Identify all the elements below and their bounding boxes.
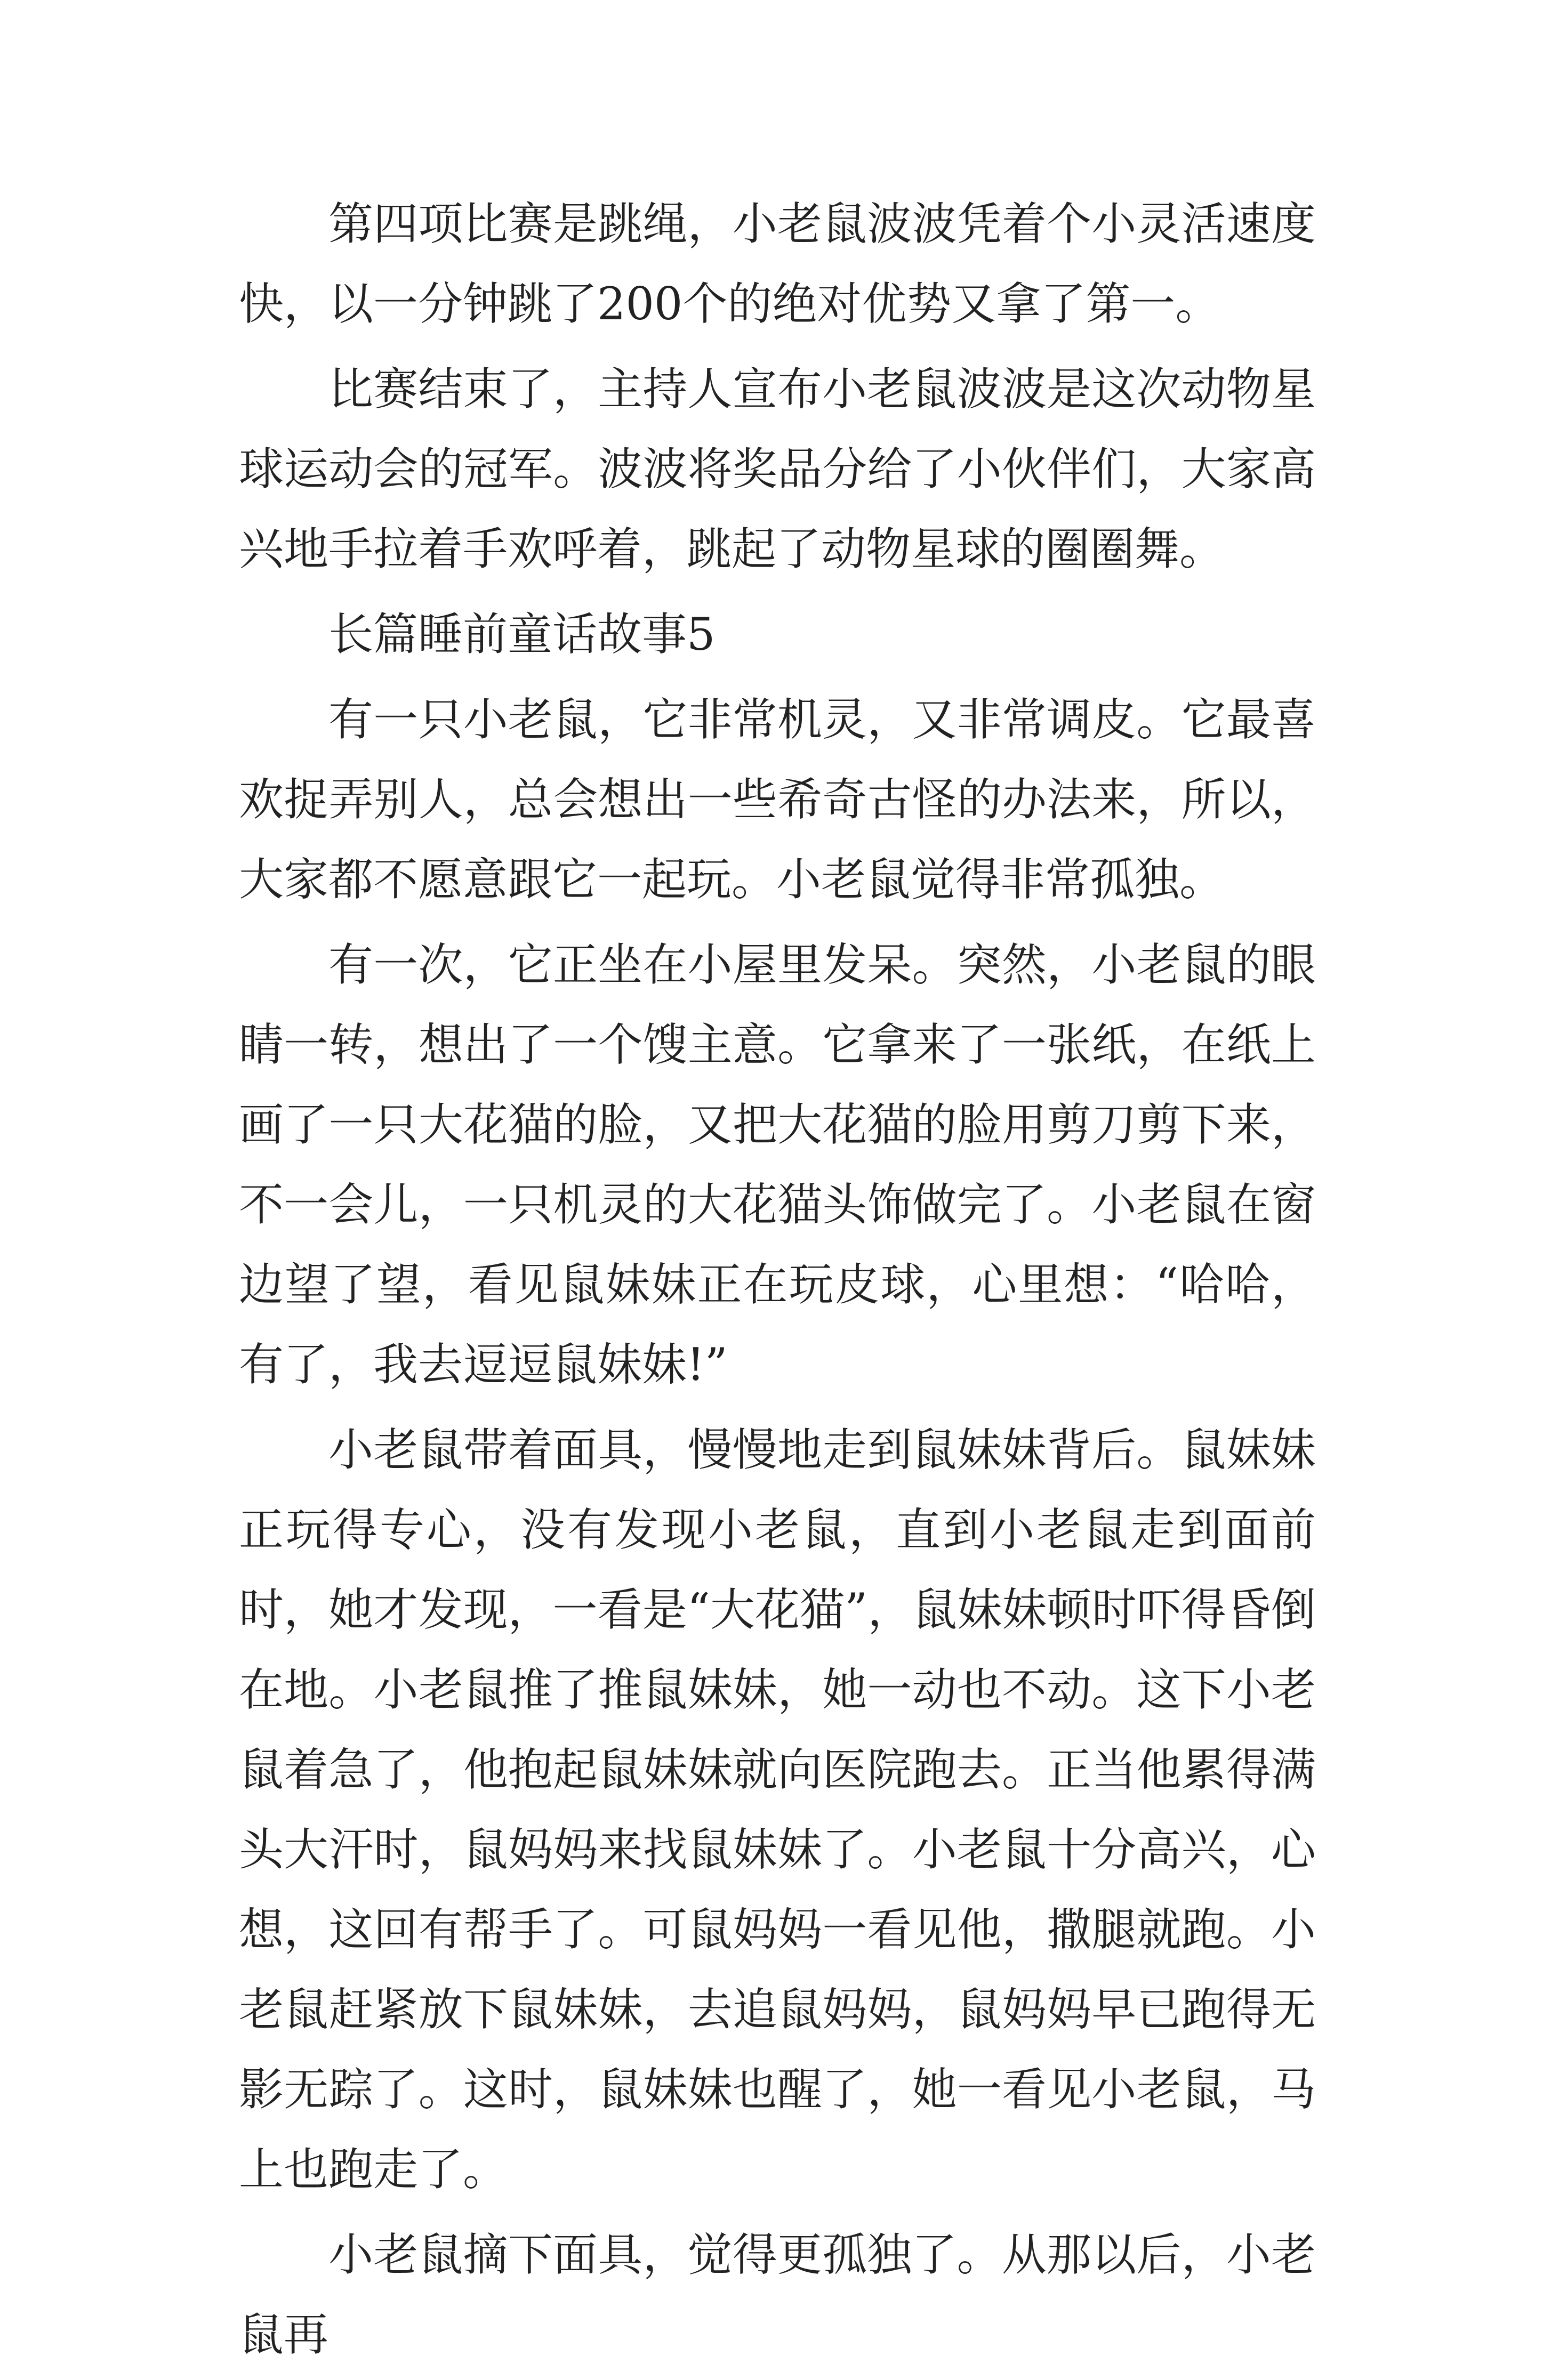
paragraph-rope-skipping: 第四项比赛是跳绳，小老鼠波波凭着个小灵活速度快，以一分钟跳了200个的绝对优势又拿了第一。 xyxy=(239,198,1316,330)
paragraph-scaring-sister: 小老鼠带着面具，慢慢地走到鼠妹妹背后。鼠妹妹正玩得专心，没有发现小老鼠，直到小老鼠走到面前时，她才发现，一看是“大花猫”，鼠妹妹顿时吓得昏倒在地。小老鼠推了推鼠妹妹，她一动也不动。这下小老鼠着急了，他抱起鼠妹妹就向医院跑去。正当他累得满头大汗时，鼠妈妈来找鼠妹妹了。小老鼠十分高兴，心想，这回有帮手了。可鼠妈妈一看见他，撒腿就跑。小老鼠赶紧放下鼠妹妹，去追鼠妈妈，鼠妈妈早已跑得无影无踪了。这时，鼠妹妹也醒了，她一看见小老鼠，马上也跑走了。 xyxy=(239,1424,1316,2196)
paragraph-little-mouse-intro: 有一只小老鼠，它非常机灵，又非常调皮。它最喜欢捉弄别人，总会想出一些希奇古怪的办法来，所以，大家都不愿意跟它一起玩。小老鼠觉得非常孤独。 xyxy=(239,693,1316,906)
paragraph-competition-end: 比赛结束了，主持人宣布小老鼠波波是这次动物星球运动会的冠军。波波将奖品分给了小伙伴们，大家高兴地手拉着手欢呼着，跳起了动物星球的圈圈舞。 xyxy=(239,363,1316,575)
paragraph-cat-mask: 有一次，它正坐在小屋里发呆。突然，小老鼠的眼睛一转，想出了一个馊主意。它拿来了一张纸，在纸上画了一只大花猫的脸，又把大花猫的脸用剪刀剪下来，不一会儿，一只机灵的大花猫头饰做完了。小老鼠在窗边望了望，看见鼠妹妹正在玩皮球，心里想：“哈哈，有了，我去逗逗鼠妹妹!” xyxy=(239,939,1316,1391)
document-body xyxy=(239,184,1316,2380)
paragraph-mask-removed: 小老鼠摘下面具，觉得更孤独了。从那以后，小老鼠再 xyxy=(239,2229,1316,2361)
story-title: 长篇睡前童话故事5 xyxy=(328,608,716,660)
